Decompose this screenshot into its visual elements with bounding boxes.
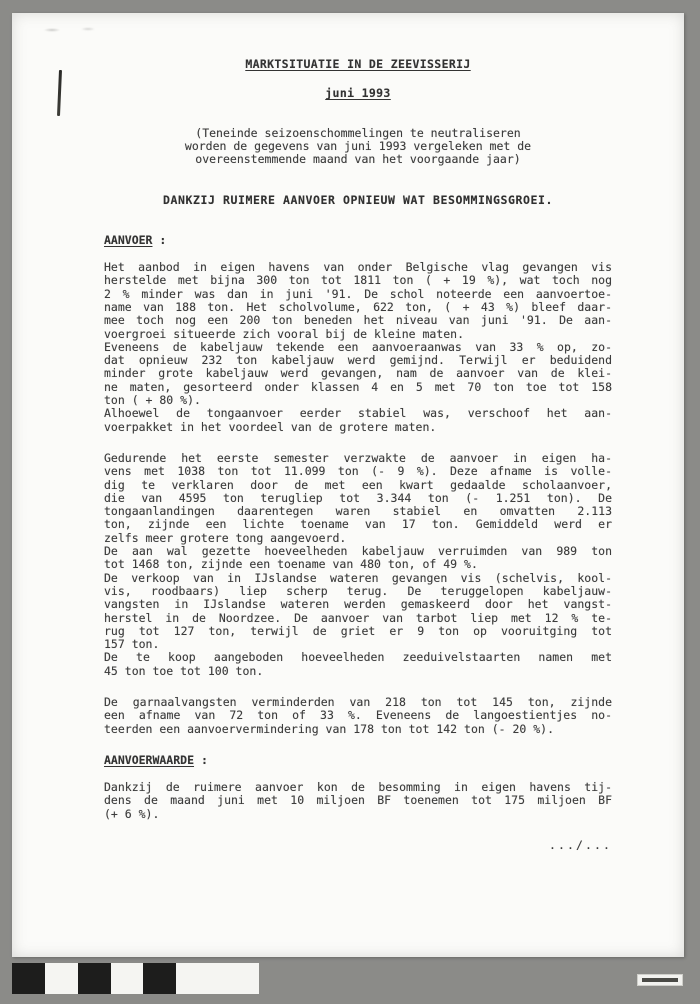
typed-line: teerden een aanvoervermindering van 178 ton tot 142 ton (- 20 %). — [104, 721, 555, 736]
calibration-cell-white — [111, 963, 143, 994]
typed-line: Het aanbod in eigen havens van onder Belgische vlag gevangen vis — [104, 260, 612, 275]
document-sections — [104, 234, 612, 821]
typed-line: vis, roodbaars) liep scherp terug. De teruggelopen kabeljauw- — [104, 583, 612, 598]
typed-line: rug tot 127 ton, terwijl de griet er 9 ton op vooruitging tot — [104, 623, 612, 638]
typed-line: Alhoewel de tongaanvoer eerder stabiel was, verschoof het aan- — [104, 406, 612, 421]
typed-line: tongaanlandingen daarentegen waren stabiel en omvatten 2.113 — [104, 504, 612, 519]
section-heading-suffix: : — [194, 752, 208, 767]
continuation-mark: .../... — [549, 838, 612, 853]
typed-line: Dankzij de ruimere aanvoer kon de besomming in eigen havens tij- — [104, 780, 612, 795]
paragraph-block — [104, 452, 612, 678]
calibration-cell-black — [78, 963, 111, 994]
section-heading — [104, 234, 612, 247]
typed-line: dens de maand juni met 10 miljoen BF toenemen tot 175 miljoen BF — [104, 793, 612, 808]
typed-line: 45 ton toe tot 100 ton. — [104, 663, 264, 678]
section-heading-word: AANVOER — [104, 232, 153, 247]
document-headline: DANKZIJ RUIMERE AANVOER OPNIEUW WAT BESOMMINGSGROEI. — [163, 193, 553, 208]
intro-line: (Teneinde seizoenschommelingen te neutraliseren — [195, 125, 521, 140]
calibration-cell-black — [143, 963, 176, 994]
typed-line: vens met 1038 ton tot 11.099 ton (- 9 %). Deze afname is volle- — [104, 464, 612, 479]
intro-line: worden de gegevens van juni 1993 vergeleken met de — [184, 138, 532, 153]
typed-line: (+ 6 %). — [104, 806, 160, 821]
calibration-strip — [12, 963, 259, 994]
section-heading — [104, 754, 612, 767]
typed-line: 157 ton. — [104, 637, 160, 652]
typed-line: ton ( + 80 %). — [104, 393, 201, 408]
typed-line: tot 1468 ton, zijnde een toename van 480 ton, of 49 %. — [104, 557, 478, 572]
typed-line: De aan wal gezette hoeveelheden kabeljauw verruimden van 989 ton — [104, 544, 612, 559]
typed-line: mee toch nog een 200 ton beneden het niveau van juni '91. De aan- — [104, 313, 612, 328]
paragraph-block — [104, 261, 612, 434]
typed-line: Gedurende het eerste semester verzwakte de aanvoer in eigen ha- — [104, 450, 612, 465]
document-title: MARKTSITUATIE IN DE ZEEVISSERIJ — [245, 57, 471, 71]
typed-line: name van 188 ton. Het scholvolume, 622 ton, ( + 43 %) bleef daar- — [104, 299, 612, 314]
intro-note — [104, 127, 612, 167]
typed-line: herstel in de Noordzee. De aanvoer van tarbot liep met 12 % te- — [104, 610, 612, 625]
document-content — [12, 13, 684, 957]
typed-line: De garnaalvangsten verminderden van 218 ton tot 145 ton, zijnde — [104, 694, 612, 709]
calibration-cell-black — [12, 963, 45, 994]
document-page — [12, 13, 684, 957]
typed-line: 2 % minder was dan in juni '91. De schol noteerde een aanvoertoe- — [104, 286, 612, 301]
section-heading-word: AANVOERWAARDE — [104, 752, 195, 767]
typed-line: vangsten in IJslandse wateren werden gemaskeerd door het vangst- — [104, 597, 612, 612]
typed-line: De te koop aangeboden hoeveelheden zeeduivelstaarten namen met — [104, 650, 612, 665]
typed-line: zelfs meer grotere tong aangevoerd. — [104, 530, 347, 545]
typed-line: die van 4595 ton terugliep tot 3.344 ton (- 1.251 ton). De — [104, 490, 612, 505]
paragraph-block — [104, 696, 612, 736]
typed-line: ton, zijnde een lichte toename van 17 ton. Gemiddeld werd er — [104, 517, 612, 532]
typed-line: voerpakket in het voordeel van de grotere maten. — [104, 419, 437, 434]
paragraph-block — [104, 781, 612, 821]
section-heading-suffix: : — [152, 232, 167, 247]
typed-line: ne maten, gesorteerd onder klassen 4 en 5 met 70 ton toe tot 158 — [104, 379, 612, 394]
scan-reference-label — [637, 974, 683, 986]
typed-line: een afname van 72 ton of 33 %. Eveneens de langoestientjes no- — [104, 708, 612, 723]
calibration-cell-white — [45, 963, 78, 994]
typed-line: herstelde met bijna 300 ton tot 1811 ton ( + 19 %), wat toch nog — [104, 273, 612, 288]
scan-reference-bar — [642, 978, 678, 982]
typed-line: dat opnieuw 232 ton kabeljauw werd gemijnd. Terwijl er beduidend — [104, 353, 612, 368]
typed-line: De verkoop van in IJslandse wateren gevangen vis (schelvis, kool- — [104, 570, 612, 585]
typed-line: minder grote kabeljauw werd gevangen, nam de aanvoer van de klei- — [104, 366, 612, 381]
typed-line: Eveneens de kabeljauw tekende een aanvoeraanwas van 33 % op, zo- — [104, 339, 612, 354]
calibration-cell-white — [176, 963, 259, 994]
document-subtitle: juni 1993 — [325, 86, 391, 101]
typed-line: voergroei situeerde zich vooral bij de kleine maten. — [104, 326, 465, 341]
intro-line: overeenstemmende maand van het voorgaande jaar) — [195, 152, 521, 167]
typed-line: dig te verklaren door de met een kwart gedaalde scholaanvoer, — [104, 477, 612, 492]
